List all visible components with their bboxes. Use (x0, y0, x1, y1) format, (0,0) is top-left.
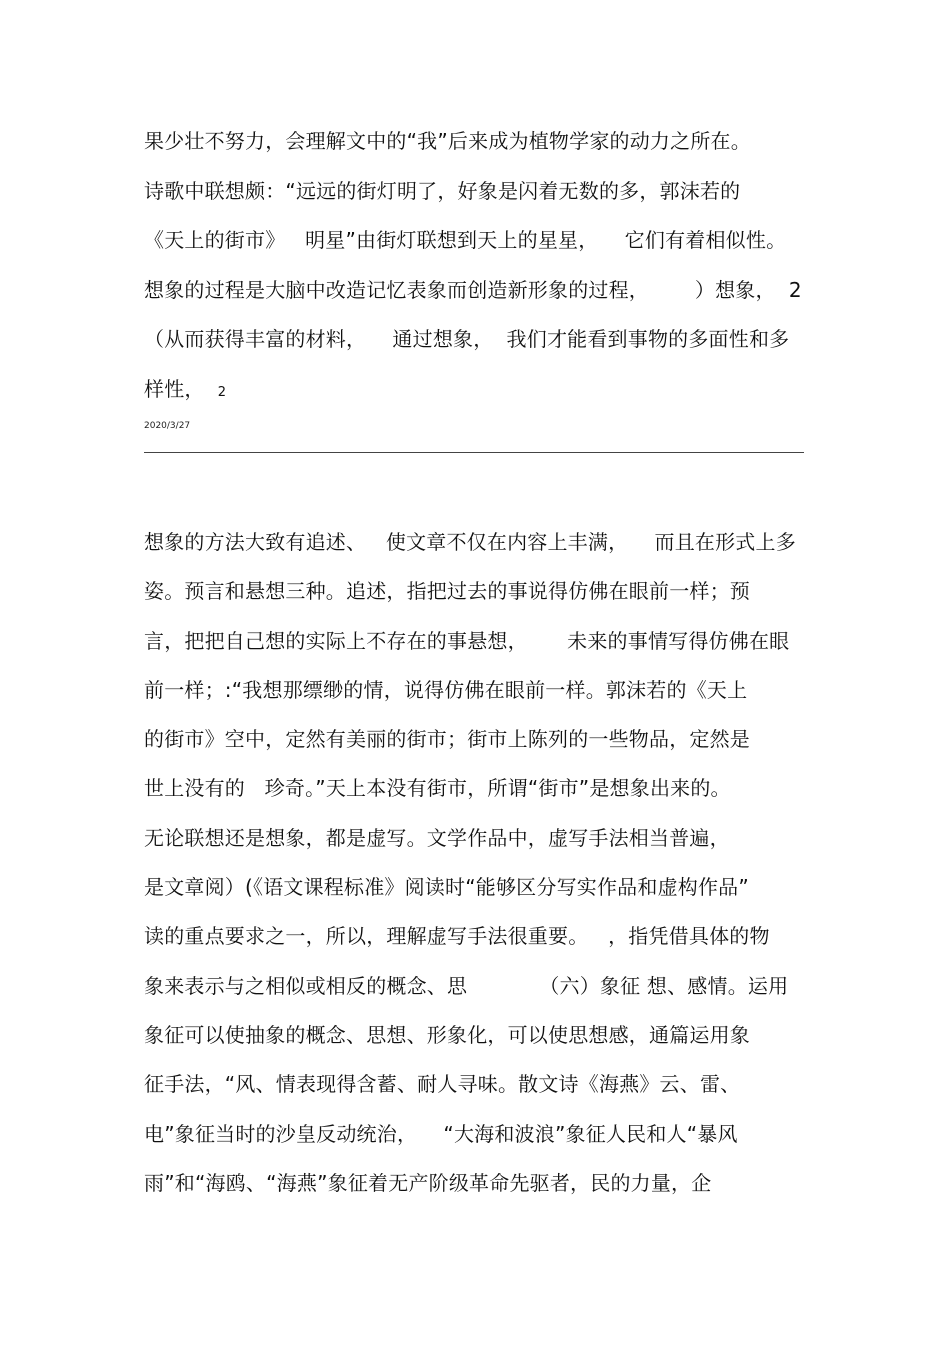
text-line: 想象的过程是大脑中改造记忆表象而创造新形象的过程， ）想象， 2 (144, 277, 802, 302)
text-line: 读的重点要求之一，所以，理解虚写手法很重要。 ，指凭借具体的物 (144, 924, 770, 949)
text-line-last (144, 365, 809, 415)
page-divider (144, 452, 804, 453)
text-line: （从而获得丰富的材料， 通过想象， 我们才能看到事物的多面性和多 (144, 327, 790, 351)
text-line: 征手法，“风、情表现得含蓄、耐人寻味。散文诗《海燕》云、雷、 (144, 1072, 741, 1097)
text-line: 《天上的街市》 明星”由街灯联想到天上的星星， 它们有着相似性。 (144, 228, 787, 252)
text-line: 是文章阅）(《语文课程标准》阅读时“能够区分写实作品和虚构作品” (144, 875, 749, 900)
text-line: 象来表示与之相似或相反的概念、思 （六）象征 想、感情。运用 (144, 973, 789, 998)
text-line: 想象的方法大致有追述、 使文章不仅在内容上丰满， 而且在形式上多 (144, 530, 796, 554)
text-line: 雨”和“海鸥、“海燕”象征着无产阶级革命先驱者，民的力量，企 (144, 1170, 712, 1195)
date-stamp: 2020/3/27 (144, 421, 191, 431)
text-line: 象征可以使抽象的概念、思想、形象化，可以使思想感，通篇运用象 (144, 1022, 750, 1047)
text-line: 电”象征当时的沙皇反动统治， “大海和波浪”象征人民和人“暴风 (144, 1121, 738, 1146)
text-line: 前一样；:“我想那缥缈的情，说得仿佛在眼前一样。郭沫若的《天上 (144, 677, 748, 702)
page-number: 2 (217, 384, 227, 400)
text-line: 言，把把自己想的实际上不存在的事悬想， 未来的事情写得仿佛在眼 (144, 628, 790, 653)
text-line: 姿。预言和悬想三种。追述，指把过去的事说得仿佛在眼前一样；预 (144, 579, 750, 604)
text-fragment: 样性， (144, 376, 205, 401)
text-line: 无论联想还是想象，都是虚写。文学作品中，虚写手法相当普遍， (144, 825, 730, 850)
text-line: 世上没有的 珍奇。”天上本没有街市，所谓“街市”是想象出来的。 (144, 776, 731, 801)
text-block-bottom (144, 518, 809, 1208)
text-line: 诗歌中联想颇：“远远的街灯明了，好象是闪着无数的多，郭沫若的 (144, 178, 741, 203)
text-line: 的街市》空中，定然有美丽的街市；街市上陈列的一些物品，定然是 (144, 727, 750, 752)
text-line: 果少壮不努力，会理解文中的“我”后来成为植物学家的动力之所在。 (144, 129, 751, 153)
text-block-top (144, 117, 809, 414)
